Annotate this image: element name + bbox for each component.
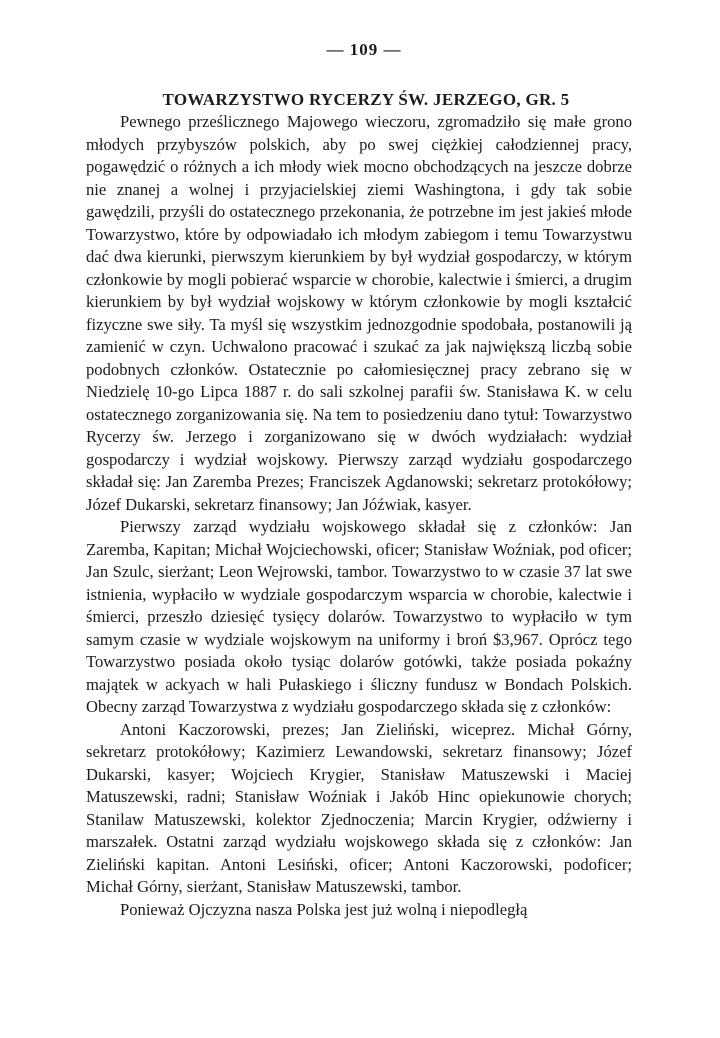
paragraph-closing: Ponieważ Ojczyzna nasza Polska jest już wolną i niepodległą — [120, 899, 528, 919]
section-heading: TOWARZYSTWO RYCERZY ŚW. JERZEGO, GR. 5 — [162, 90, 570, 109]
paragraph-military-board: Pierwszy zarząd wydziału wojskowego składał się z członków: Jan Zaremba, Kapitan; Michał Wojciechowski, oficer; Stanisław Woźniak, pod oficer; Jan Szulc, sierżant; Leon Wejrowski, tambor. Towarzystwo to w czasie 37 lat swe istnienia, wypłaciło w wydziale gospodarczym wsparcia w chorobie, kalectwie i śmierci, przeszło dziesięć tysięcy dolarów. Towarzystwo to wypłaciło w tym samym czasie w wydziale wojskowym na uniformy i broń $3,967. Oprócz tego Towarzystwo posiada około tysiąc dolarów gotówki, także posiada pokaźny majątek w ackyach w hali Pułaskiego i śliczny fundusz w Bondach Polskich. Obecny zarząd Towarzystwa z wydziału gospodarczego składa się z członków: — [86, 517, 632, 716]
paragraph-founding: Pewnego prześlicznego Majowego wieczoru, zgromadziło się małe grono młodych przybyszów polskich, aby po swej ciężkiej całodziennej pracy, pogawędzić o różnych a ich młody wiek mocno obchodzących na jeszcze dobrze nie znanej a wolnej i przyjacielskiej ziemi Washingtona, i gdy tak sobie gawędzili, przyśli do ostatecznego przekonania, że potrzebne im jest jakieś młode Towarzystwo, które by odpowiadało ich młodym zabiegom i temu Towarzystwu dać dwa kierunki, pierwszym kierunkiem by był wydział gospodarczy, w którym członkowie by mogli pobierać wsparcie w chorobie, kalectwie i śmierci, a drugim kierunkiem by był wydział wojskowy w którym członkowie by mogli kształcić fizyczne swe siły. Ta myśl się wszystkim jednozgodnie spodobała, postanowili ją zamienić w czyn. Uchwalono pracować i szukać za jak największą liczbą sobie podobnych członków. Ostatecznie po całomiesięcznej pracy zebrano się w Niedzielę 10-go Lipca 1887 r. do sali szkolnej parafii św. Stanisława K. w celu ostatecznego zorganizowania się. Na tem to posiedzeniu dano tytuł: Towarzystwo Rycerzy św. Jerzego i zorganizowano się w dwóch wydziałach: wydział gospodarczy i wydział wojskowy. Pierwszy zarząd wydziału gospodarczego składał się: Jan Zaremba Prezes; Franciszek Agdanowski; sekretarz protokółowy; Józef Dukarski, sekretarz finansowy; Jan Jóźwiak, kasyer. — [86, 112, 632, 514]
paragraph-current-board: Antoni Kaczorowski, prezes; Jan Zieliński, wiceprez. Michał Górny, sekretarz protokółowy; Kazimierz Lewandowski, sekretarz finansowy; Józef Dukarski, kasyer; Wojciech Krygier, Stanisław Matuszewski i Maciej Matuszewski, radni; Stanisław Woźniak i Jakób Hinc opiekunowie chorych; Stanilaw Matuszewski, kolektor Zjednoczenia; Marcin Krygier, odźwierny i marszałek. Ostatni zarząd wydziału wojskowego składa się z członków: Jan Zieliński kapitan. Antoni Lesiński, oficer; Antoni Kaczorowski, podoficer; Michał Górny, sierżant, Stanisław Matuszewski, tambor. — [86, 719, 632, 896]
page-number: — 109 — — [326, 40, 402, 59]
